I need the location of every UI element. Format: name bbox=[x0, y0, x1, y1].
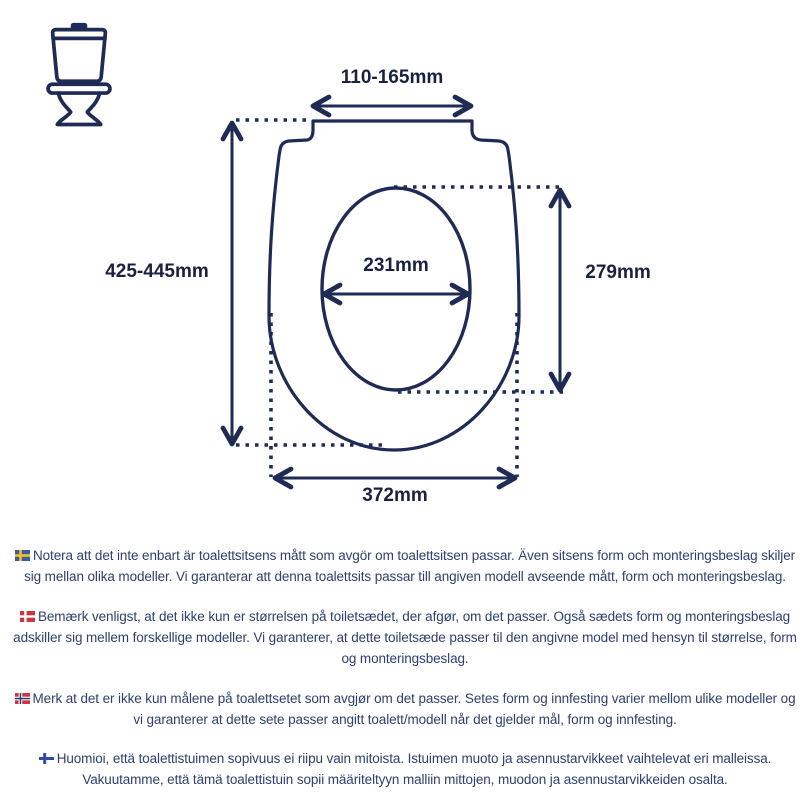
note-finnish bbox=[8, 749, 802, 791]
denmark-flag-icon bbox=[20, 611, 35, 622]
label-seat-length: 425-445mm bbox=[105, 261, 209, 282]
fit-notes bbox=[0, 546, 810, 810]
seat-outline bbox=[269, 121, 519, 450]
note-text: Huomioi, että toalettistuimen sopivuus ei riipu vain mitoista. Istuimen muoto ja asennustarvikkeet vaihtelevat eri malleissa. Vakuutamme, että tämä toalettistuin sopii määriteltyyn malliin mittojen, muodon ja asennustarvikkeiden osalta. bbox=[56, 751, 772, 788]
note-text: Bemærk venligst, at det ikke kun er størrelsen på toiletsædet, der afgør, om det passer. Også sædets form og monteringsbeslag adskiller sig mellem forskellige modeller. Vi garanterer, at dette toiletsæde passer til den angivne model med hensyn til størrelse, form og monteringsbeslag. bbox=[13, 608, 797, 666]
note-danish bbox=[8, 607, 802, 670]
note-swedish bbox=[8, 546, 802, 588]
label-inner-width: 231mm bbox=[363, 255, 429, 276]
seat-inner-ring bbox=[322, 188, 470, 390]
finland-flag-icon bbox=[39, 753, 54, 764]
note-text: Notera att det inte enbart är toalettsitsens mått som avgör om toalettsitsen passar. Även sitsens form och monteringsbeslag skiljer sig mellan olika modeller. Vi garanterar att denna toalettsits passar till angiven modell avseende mått, form och monteringsbeslag. bbox=[24, 548, 796, 584]
label-hinge-width: 110-165mm bbox=[340, 67, 444, 88]
sweden-flag-icon bbox=[15, 550, 30, 561]
label-outer-width: 372mm bbox=[362, 485, 428, 506]
note-norwegian bbox=[8, 689, 802, 731]
norway-flag-icon bbox=[15, 693, 30, 704]
note-text: Merk at det er ikke kun målene på toalettsetet som avgjør om det passer. Setes form og innfesting varier mellom ulike modeller og vi garanterer at dette sete passer angitt toalett/modell når det gjelder mål, form og innfesting. bbox=[32, 690, 796, 727]
label-inner-length: 279mm bbox=[585, 262, 651, 283]
